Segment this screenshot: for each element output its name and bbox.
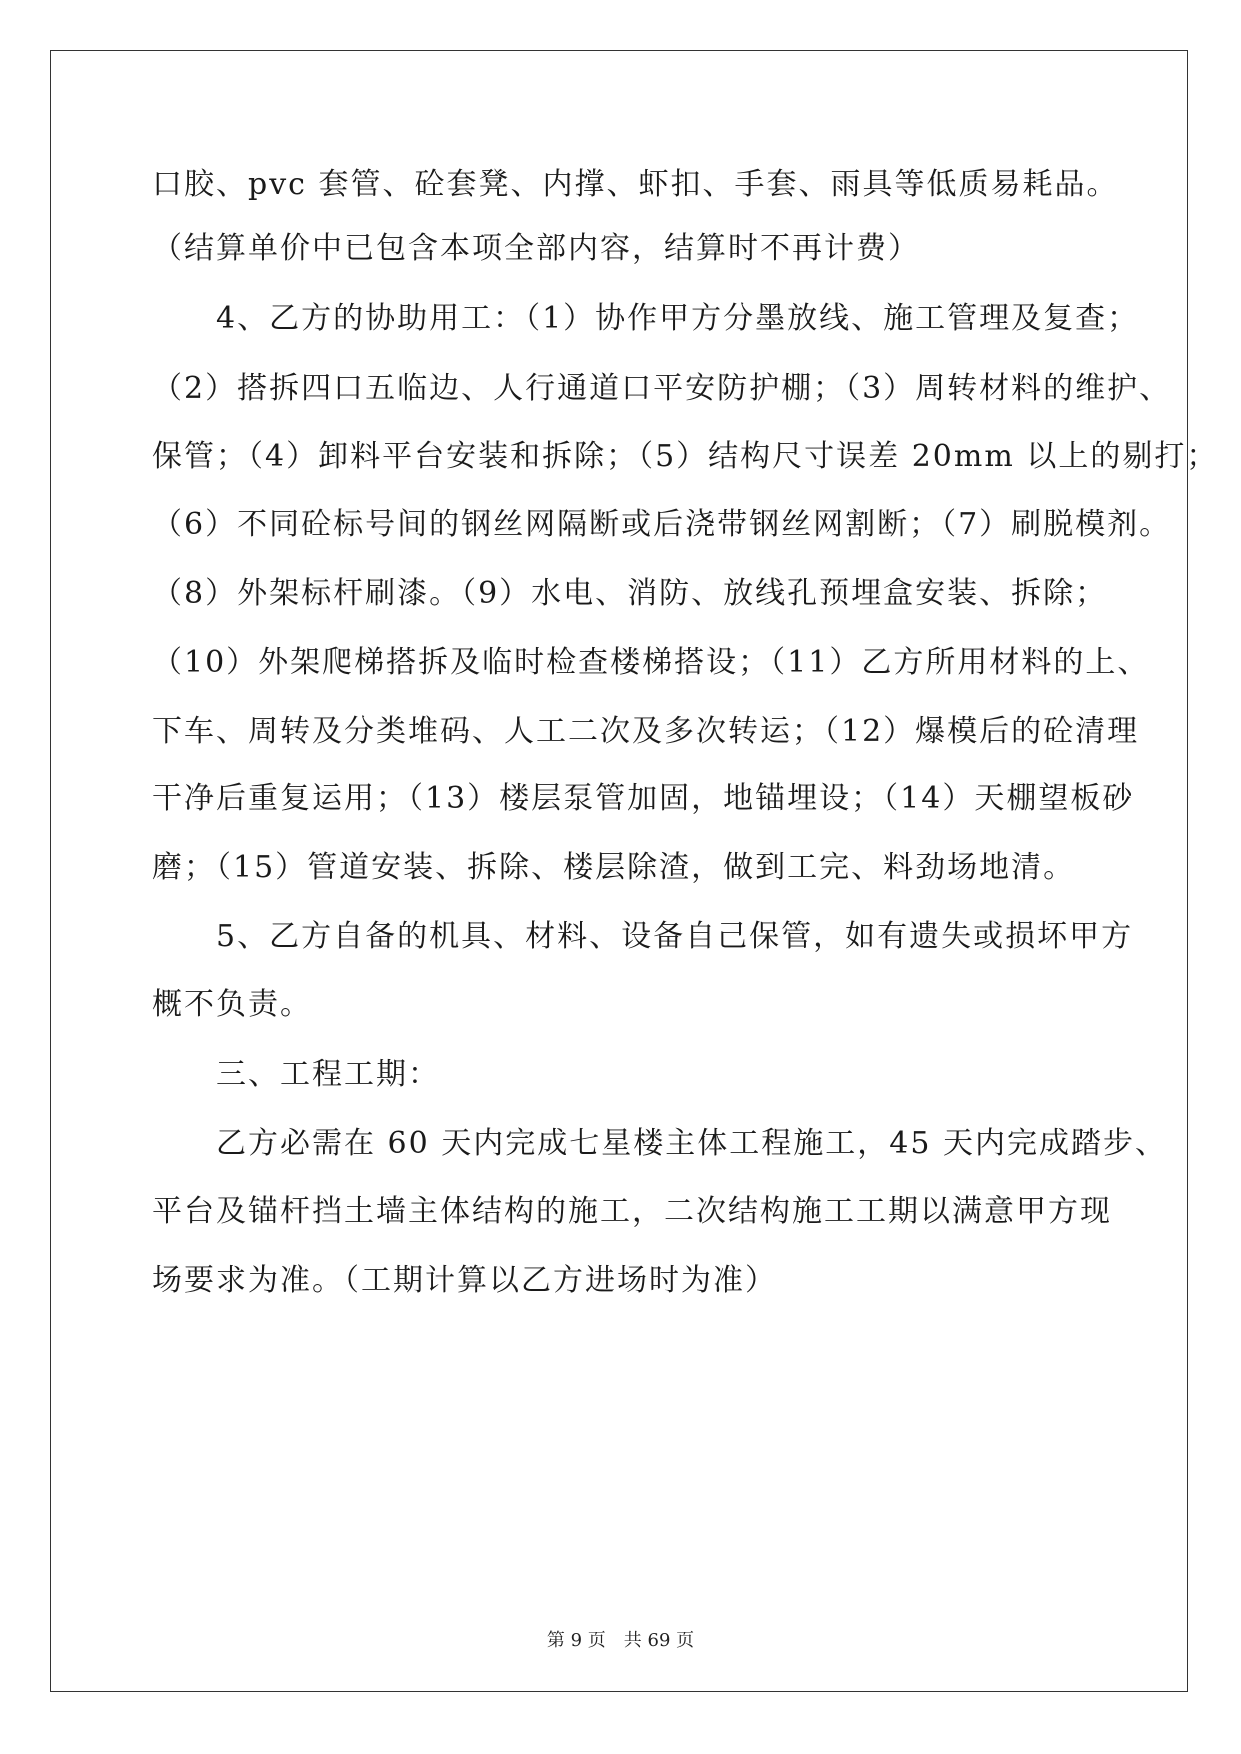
text-line: （结算单价中已包含本项全部内容，结算时不再计费） [152, 231, 920, 266]
section-heading: 三、工程工期： [152, 1057, 440, 1092]
text-line: 乙方必需在 60 天内完成七星楼主体工程施工，45 天内完成踏步、 [152, 1126, 1167, 1161]
text-line: 磨；（15）管道安装、拆除、楼层除渣，做到工完、料劲场地清。 [152, 850, 1076, 885]
text-line: 概不负责。 [152, 987, 312, 1022]
text-line: 平台及锚杆挡土墙主体结构的施工，二次结构施工工期以满意甲方现 [152, 1194, 1112, 1229]
text-line: （2）搭拆四口五临边、人行通道口平安防护棚；（3）周转材料的维护、 [152, 371, 1172, 406]
text-line: 保管；（4）卸料平台安装和拆除；（5）结构尺寸误差 20mm 以上的剔打； [152, 439, 1219, 474]
text-line: 场要求为准。（工期计算以乙方进场时为准） [152, 1263, 777, 1298]
text-line: 干净后重复运用；（13）楼层泵管加固，地锚埋设；（14）天棚望板砂 [152, 781, 1135, 816]
page-number: 第 9 页 共 69 页 [546, 1630, 695, 1651]
text-line: 5、乙方自备的机具、材料、设备自己保管，如有遗失或损坏甲方 [152, 919, 1134, 954]
text-line: 口胶、pvc 套管、砼套凳、内撑、虾扣、手套、雨具等低质易耗品。 [152, 167, 1119, 202]
text-line: 4、乙方的协助用工：（1）协作甲方分墨放线、施工管理及复查； [152, 301, 1140, 336]
text-line: （8）外架标杆刷漆。（9）水电、消防、放线孔预埋盒安装、拆除； [152, 576, 1108, 611]
text-line: （6）不同砼标号间的钢丝网隔断或后浇带钢丝网割断；（7）刷脱模剂。 [152, 507, 1172, 542]
text-line: 下车、周转及分类堆码、人工二次及多次转运；（12）爆模后的砼清理 [152, 714, 1140, 749]
text-line: （10）外架爬梯搭拆及临时检查楼梯搭设；（11）乙方所用材料的上、 [152, 645, 1150, 680]
